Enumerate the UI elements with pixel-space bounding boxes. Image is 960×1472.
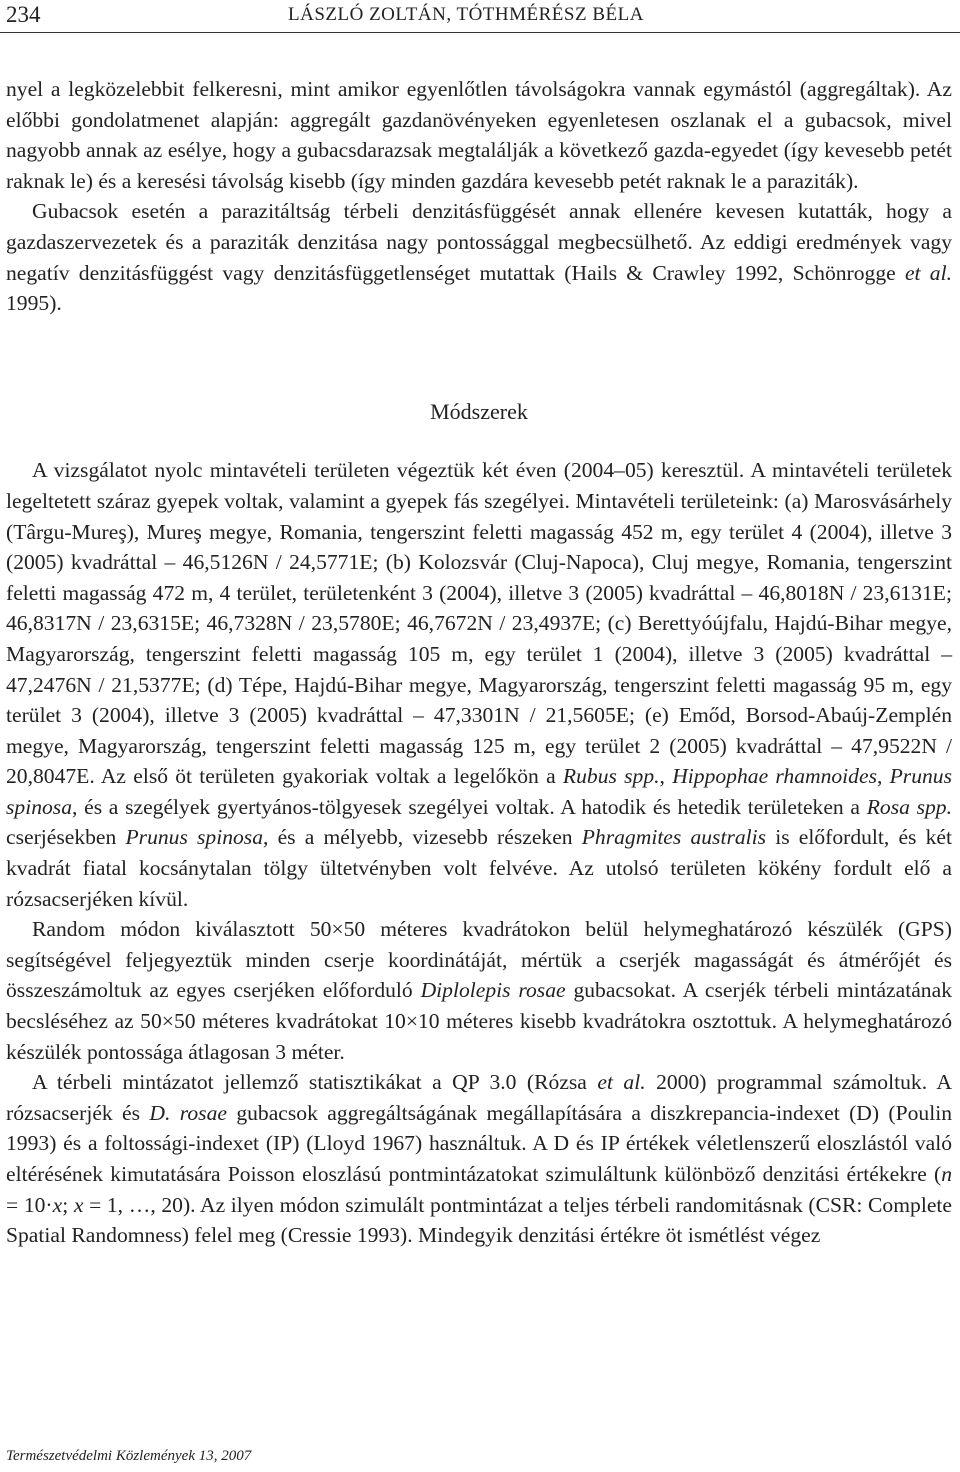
paragraph-study-sites: A vizsgálatot nyolc mintavételi területen végeztük két éven (2004–05) keresztül. A mintavételi területek legeltetett száraz gyepek voltak, valamint a gyepek fás szegélyei. Mintavételi területeink: (a) Marosvásárhely (Târgu-Mureş), Mureş megye, Romania, tengerszint feletti magasság 452 m, egy terület 4 (2004), illetve 3 (2005) kvadráttal – 46,5126N / 24,5771E; (b) Kolozsvár (Cluj-Napoca), Cluj megye, Romania, tengerszint feletti magasság 472 m, 4 terület, területenként 3 (2004), illetve 3 (2005) kvadráttal – 46,8018N / 23,6131E; 46,8317N / 23,6315E; 46,7328N / 23,5780E; 46,7672N / 23,4937E; (c) Berettyóújfalu, Hajdú-Bihar megye, Magyarország, tengerszint feletti magasság 105 m, egy terület 1 (2004), illetve 3 (2005) kvadráttal – 47,2476N / 21,5377E; (d) Tépe, Hajdú-Bihar megye, Magyarország, tengerszint feletti magasság 95 m, egy terület 3 (2004), illetve 3 (2005) kvadráttal – 47,3301N / 21,5605E; (e) Emőd, Borsod-Abaúj-Zemplén megye, Magyarország, tengerszint feletti magasság 125 m, egy terület 2 (2005) kvadráttal – 47,9522N / 20,8047E. Az első öt területen gyakoriak voltak a legelőkön a Rubus spp., Hippophae rhamnoides, Prunus spinosa, és a szegélyek gyertyános-tölgyesek szegélyei voltak. A hatodik és hetedik területeken a Rosa spp. cserjésekben Prunus spinosa, és a mélyebb, vizesebb részeken Phragmites australis is előfordult, és két kvadrát fiatal kocsánytalan tölgy ültetvényben volt felvéve. Az utolsó területen kökény fordult elő a rózsacserjéken kívül. bbox=[6, 458, 952, 911]
paragraph-statistics: A térbeli mintázatot jellemző statisztikákat a QP 3.0 (Rózsa et al. 2000) programmal számoltuk. A rózsacserjék és D. rosae gubacsok aggregáltságának megállapítására a diszkrepancia-indexet (D) (Poulin 1993) és a foltossági-indexet (IP) (Lloyd 1967) használtuk. A D és IP értékek véletlenszerű eloszlástól való eltérésének kimutatására Poisson eloszlású pontmintázatokat szimuláltunk különböző denzitási értékekre (n = 10·x; x = 1, …, 20). Az ilyen módon szimulált pontmintázat a teljes térbeli randomitásnak (CSR: Complete Spatial Randomness) felel meg (Cressie 1993). Mindegyik denzitási értékre öt ismétlést végez bbox=[6, 1070, 953, 1248]
journal-footer: Természetvédelmi Közlemények 13, 2007 bbox=[6, 1448, 252, 1464]
section-heading-methods: Módszerek bbox=[430, 398, 528, 424]
paragraph-continued: nyel a legközelebbit felkeresni, mint amikor egyenlőtlen távolságokra vannak egymástól (aggregáltak). Az előbbi gondolatmenet alapján: aggregált gazdanövényeken egyenletesen oszlanak el a gubacsok, mivel nagyobb annak az esélye, hogy a gubacsdarazsak megtalálják a következő gazda-egyedet (így kevesebb petét raknak le) és a keresési távolság kisebb (így minden gazdára kevesebb petét raknak le a paraziták). bbox=[6, 77, 952, 193]
header-rule bbox=[0, 32, 960, 33]
page-header bbox=[0, 0, 960, 34]
paragraph-gps-sampling: Random módon kiválasztott 50×50 méteres kvadrátokon belül helymeghatározó készülék (GPS) segítségével feljegyeztük minden cserje koordinátáját, mértük a cserjék magasságát és átmérőjét és összeszámoltuk az egyes cserjéken előforduló Diplolepis rosae gubacsokat. A cserjék térbeli mintázatának becsléséhez az 50×50 méteres kvadrátokat 10×10 méteres kisebb kvadrátokra osztottuk. A helymeghatározó készülék pontossága átlagosan 3 méter. bbox=[6, 917, 952, 1064]
paragraph-density-dependence: Gubacsok esetén a parazitáltság térbeli denzitásfüggését annak ellenére kevesen kutatták, hogy a gazdaszervezetek és a paraziták denzitása nagy pontossággal megbecsülhető. Az eddigi eredmények vagy negatív denzitásfüggést vagy denzitásfüggetlenséget mutattak (Hails & Crawley 1992, Schönrogge et al. 1995). bbox=[6, 199, 952, 316]
page-number: 234 bbox=[6, 2, 41, 27]
running-head: LÁSZLÓ ZOLTÁN, TÓTHMÉRÉSZ BÉLA bbox=[288, 4, 644, 25]
article-body bbox=[6, 74, 952, 1251]
